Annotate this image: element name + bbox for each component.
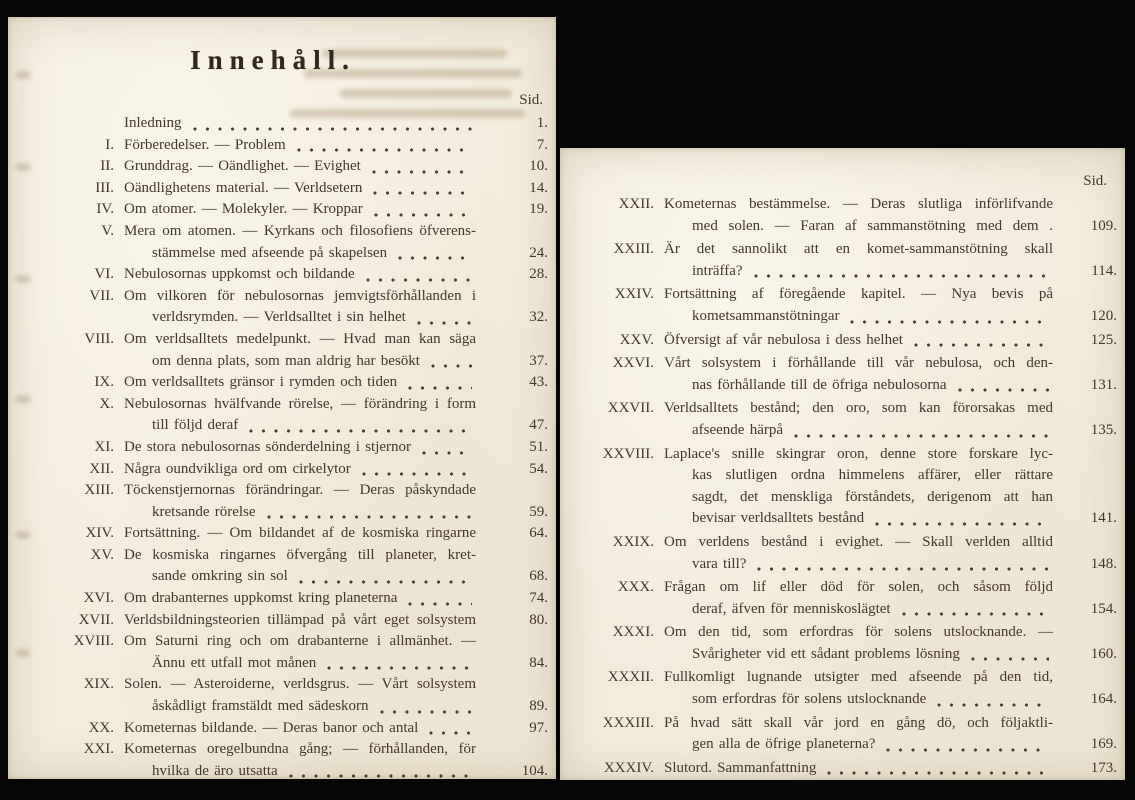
toc-entry xyxy=(584,532,1117,575)
toc-entry-text xyxy=(664,284,1053,327)
toc-entry-text xyxy=(124,286,476,329)
toc-entry-line: Förberedelser. — Problem xyxy=(124,136,286,153)
dot-leader xyxy=(360,459,472,481)
toc-list-right xyxy=(584,194,1117,779)
page-number: 160. xyxy=(1090,645,1117,662)
sid-column-header-right: Sid. xyxy=(1083,173,1107,189)
toc-entry-text xyxy=(664,444,1053,530)
toc-list-left xyxy=(22,113,548,782)
dot-leader xyxy=(371,178,472,200)
chapter-numeral: IX. xyxy=(94,374,114,391)
toc-entry-line: Solen. — Asteroiderne, verldsgrus. — Vårt solsystem xyxy=(124,676,476,693)
page-number: 109. xyxy=(1090,217,1117,234)
page-number: 74. xyxy=(529,590,548,607)
toc-entry-line: Fortsättning af föregående kapitel. — Nya bevis på xyxy=(664,286,1053,303)
toc-entry xyxy=(22,113,548,135)
toc-entry xyxy=(22,545,548,588)
page-number: 80. xyxy=(529,611,548,628)
toc-entry-text xyxy=(124,372,476,394)
chapter-numeral: XXXIV. xyxy=(603,759,654,776)
toc-entry xyxy=(22,329,548,372)
toc-entry-line: till följd deraf xyxy=(152,417,239,434)
dot-leader xyxy=(396,243,472,265)
dot-leader xyxy=(325,653,472,675)
page-number: 24. xyxy=(529,244,548,261)
toc-entry-text xyxy=(664,239,1053,282)
toc-entry xyxy=(584,622,1117,665)
dot-leader xyxy=(956,375,1049,397)
book-page-right xyxy=(560,148,1125,780)
page-number: 28. xyxy=(529,266,548,283)
chapter-numeral: XVIII. xyxy=(73,633,114,650)
dot-leader xyxy=(415,307,472,329)
page-number: 14. xyxy=(529,179,548,196)
toc-entry-line: Om atomer. — Molekyler. — Kroppar xyxy=(124,201,363,218)
toc-entry-line: Nebulosornas hvälfvande rörelse, — förändring i form xyxy=(124,395,476,412)
chapter-numeral: XXI. xyxy=(83,741,114,758)
toc-entry-text xyxy=(124,221,476,264)
chapter-numeral: V. xyxy=(101,222,114,239)
page-number: 135. xyxy=(1090,421,1117,438)
toc-entry xyxy=(584,667,1117,710)
dot-leader xyxy=(873,508,1049,530)
toc-entry xyxy=(22,372,548,394)
toc-entry xyxy=(584,577,1117,620)
toc-entry xyxy=(584,444,1117,530)
toc-entry-text xyxy=(124,545,476,588)
toc-entry-line: Svårigheter vid ett sådant problems lösning xyxy=(692,645,960,662)
toc-entry-line: Kometernas oregelbundna gång; — förhållanden, för xyxy=(124,741,476,758)
toc-entry-line: Mera om atomen. — Kyrkans och filosofiens öfverens- xyxy=(124,222,476,239)
toc-entry-line: hvilka de äro utsatta xyxy=(152,762,278,779)
chapter-numeral: XX. xyxy=(88,719,114,736)
toc-entry-line: vara till? xyxy=(692,555,747,572)
chapter-numeral: XIII. xyxy=(84,482,114,499)
dot-leader xyxy=(429,351,472,373)
toc-entry-line: som erfordras för solens utslocknande xyxy=(692,691,927,708)
toc-entry xyxy=(22,286,548,329)
chapter-numeral: XXX. xyxy=(617,579,654,596)
toc-entry-line: Frågan om lif eller död för solen, och såsom följd xyxy=(664,579,1053,596)
dot-leader xyxy=(295,135,472,157)
chapter-numeral: XXVII. xyxy=(607,400,654,417)
chapter-numeral: II. xyxy=(100,158,114,175)
toc-entry-text xyxy=(124,631,476,674)
page-number: 97. xyxy=(529,719,548,736)
toc-entry-line: sagdt, det menskliga förståndets, derigenom att han xyxy=(692,488,1053,505)
dot-leader xyxy=(848,306,1049,328)
toc-entry-line: gen alla de öfrige planeterna? xyxy=(692,736,876,753)
toc-entry xyxy=(22,480,548,523)
page-number: 148. xyxy=(1090,555,1117,572)
chapter-numeral: XI. xyxy=(94,438,114,455)
page-number: 169. xyxy=(1090,736,1117,753)
toc-entry-line: kas slutligen ordna himmelens affärer, eller rättare xyxy=(692,467,1053,484)
toc-entry xyxy=(584,284,1117,327)
chapter-numeral: XXXII. xyxy=(607,669,654,686)
dot-leader xyxy=(378,696,472,718)
toc-entry-line: Verldsalltets bestånd; den oro, som kan förorsakas med xyxy=(664,400,1053,417)
toc-entry-line: Om verldsalltets medelpunkt. — Hvad man kan säga xyxy=(124,330,476,347)
page-number: 89. xyxy=(529,698,548,715)
toc-entry-line: inträffa? xyxy=(692,262,743,279)
toc-entry-text xyxy=(124,739,476,782)
page-number: 19. xyxy=(529,201,548,218)
toc-entry xyxy=(22,523,548,545)
toc-entry-line: Fortsättning. — Om bildandet af de kosmiska ringarne xyxy=(124,525,476,542)
toc-entry xyxy=(22,221,548,264)
chapter-numeral xyxy=(22,113,114,135)
toc-entry xyxy=(22,135,548,157)
chapter-numeral: XXVI. xyxy=(612,355,654,372)
toc-entry-line: Inledning xyxy=(124,115,182,131)
toc-entry-text xyxy=(124,329,476,372)
toc-entry-text xyxy=(664,713,1053,756)
toc-entry-text xyxy=(664,622,1053,665)
chapter-numeral: XXXI. xyxy=(612,624,654,641)
chapter-numeral: XIV. xyxy=(85,525,114,542)
toc-entry-line: Kometernas bestämmelse. — Deras slutliga införlifvande xyxy=(664,196,1053,212)
toc-entry-text xyxy=(124,437,476,459)
toc-entry-line: De stora nebulosornas sönderdelning i stjernor xyxy=(124,438,412,455)
toc-entry-text xyxy=(124,459,476,481)
toc-entry-text xyxy=(124,394,476,437)
toc-entry-text xyxy=(124,610,476,632)
toc-entry-text xyxy=(124,178,476,200)
toc-entry-line: åskådligt framstäldt med sädeskorn xyxy=(152,698,369,715)
dot-leader xyxy=(969,644,1049,666)
toc-entry-text xyxy=(664,577,1053,620)
toc-entry-line: Vårt solsystem i förhållande till vår nebulosa, och den- xyxy=(664,355,1053,372)
dot-leader xyxy=(884,734,1049,756)
toc-entry-line: Verldsbildningsteorien tillämpad på vårt eget solsystem xyxy=(124,611,476,628)
page-number: 37. xyxy=(529,352,548,369)
toc-entry-text xyxy=(664,758,1053,780)
toc-entry-text xyxy=(124,264,476,286)
dot-leader xyxy=(370,156,472,178)
toc-entry-line: På hvad sätt skall vår jord en gång dö, och följaktli- xyxy=(664,714,1053,731)
page-number: 64. xyxy=(529,525,548,542)
dot-leader xyxy=(912,330,1049,352)
toc-entry-line: Nebulosornas uppkomst och bildande xyxy=(124,266,355,283)
toc-entry xyxy=(22,588,548,610)
toc-entry-line: om denna plats, som man aldrig har besökt xyxy=(152,352,420,369)
toc-entry xyxy=(584,713,1117,756)
page-number: 10. xyxy=(529,158,548,175)
page-number: 173. xyxy=(1090,759,1117,776)
toc-entry-text xyxy=(664,532,1053,575)
page-number: 141. xyxy=(1090,510,1117,527)
page-number: 164. xyxy=(1090,691,1117,708)
chapter-numeral: III. xyxy=(95,179,114,196)
dot-leader xyxy=(297,566,472,588)
toc-entry-text xyxy=(664,194,1053,237)
book-page-left xyxy=(8,17,556,779)
toc-entry xyxy=(584,194,1117,237)
toc-entry-line: kretsande rörelse xyxy=(152,503,256,520)
chapter-numeral: VIII. xyxy=(84,330,114,347)
chapter-numeral: VII. xyxy=(89,287,114,304)
toc-entry xyxy=(584,758,1117,780)
chapter-numeral: XXXIII. xyxy=(602,714,654,731)
dot-leader xyxy=(247,415,472,437)
chapter-numeral: X. xyxy=(99,395,114,412)
dot-leader xyxy=(191,113,473,135)
sid-column-header-left: Sid. xyxy=(519,92,543,108)
chapter-numeral: XVII. xyxy=(78,611,114,628)
chapter-numeral: I. xyxy=(105,136,114,153)
toc-entry-text xyxy=(664,330,1053,352)
page-number: 68. xyxy=(529,568,548,585)
toc-entry xyxy=(22,610,548,632)
dot-leader xyxy=(287,761,472,783)
chapter-numeral: XV. xyxy=(90,546,114,563)
dot-leader xyxy=(792,420,1049,442)
chapter-numeral: XXV. xyxy=(619,331,654,348)
toc-entry-line: Laplace's snille skingrar oron, denne store forskare lyc- xyxy=(664,445,1053,462)
toc-entry-line: Om drabanternes uppkomst kring planeterna xyxy=(124,590,398,607)
toc-entry-line: Om den tid, som erfordras för solens utslocknande. — xyxy=(664,624,1053,641)
page-number: 114. xyxy=(1091,262,1117,279)
dot-leader xyxy=(825,758,1049,780)
dot-leader xyxy=(406,588,472,610)
toc-entry-line: De kosmiska ringarnes öfvergång till planeter, kret- xyxy=(124,546,476,563)
toc-entry-line: deraf, äfven för menniskoslägtet xyxy=(692,600,891,617)
toc-entry-text xyxy=(124,135,476,157)
toc-entry xyxy=(22,178,548,200)
page-number: 54. xyxy=(529,460,548,477)
toc-entry-line: Grunddrag. — Oändlighet. — Evighet xyxy=(124,158,361,175)
toc-entry-line: verldsrymden. — Verldsalltet i sin helhet xyxy=(152,309,406,326)
page-number: 59. xyxy=(529,503,548,520)
dot-leader xyxy=(406,372,472,394)
chapter-numeral: VI. xyxy=(94,266,114,283)
toc-entry-line: Några oundvikliga ord om cirkelytor xyxy=(124,460,351,477)
toc-entry-text xyxy=(124,113,476,135)
dot-leader xyxy=(265,502,472,524)
chapter-numeral: XXIV. xyxy=(614,286,654,303)
chapter-numeral: XXVIII. xyxy=(602,445,654,462)
toc-entry xyxy=(22,264,548,286)
toc-entry-line: afseende härpå xyxy=(692,421,784,438)
toc-entry xyxy=(22,156,548,178)
toc-entry xyxy=(584,353,1117,396)
chapter-numeral: XVI. xyxy=(83,590,114,607)
toc-entry xyxy=(22,437,548,459)
toc-entry-line: Ännu ett utfall mot månen xyxy=(152,654,317,671)
toc-entry-line: nas förhållande till de öfriga nebulosorna xyxy=(692,376,947,393)
toc-entry xyxy=(22,739,548,782)
toc-entry-line: bevisar verldsalltets bestånd xyxy=(692,510,865,527)
page-number: 43. xyxy=(529,374,548,391)
toc-entry-line: med solen. — Faran af sammanstötning med dem . xyxy=(692,217,1053,234)
toc-entry xyxy=(584,330,1117,352)
toc-entry-line: Töckenstjernornas förändringar. — Deras påskyndade xyxy=(124,482,476,499)
page-number: 120. xyxy=(1090,307,1117,324)
dot-leader xyxy=(372,199,472,221)
chapter-numeral: XXII. xyxy=(618,196,654,212)
toc-entry-line: Oändlighetens material. — Verldsetern xyxy=(124,179,363,196)
toc-entry xyxy=(22,394,548,437)
toc-entry-text xyxy=(124,674,476,717)
dot-leader xyxy=(900,599,1049,621)
toc-entry-line: Slutord. Sammanfattning xyxy=(664,759,817,776)
page-number: 51. xyxy=(529,438,548,455)
page-number: 1. xyxy=(536,115,548,131)
page-number: 131. xyxy=(1090,376,1117,393)
chapter-numeral: XII. xyxy=(89,460,114,477)
dot-leader xyxy=(420,437,472,459)
toc-entry xyxy=(22,674,548,717)
toc-entry-text xyxy=(664,667,1053,710)
chapter-numeral: IV. xyxy=(96,201,114,218)
toc-entry-line: Är det sannolikt att en komet-sammanstötning skall xyxy=(664,241,1053,258)
toc-entry xyxy=(22,199,548,221)
page-number: 104. xyxy=(521,762,548,779)
dot-leader xyxy=(427,718,472,740)
toc-entry-line: Kometernas bildande. — Deras banor och antal xyxy=(124,719,419,736)
dot-leader xyxy=(755,554,1049,576)
page-number: 125. xyxy=(1090,331,1117,348)
chapter-numeral: XXIII. xyxy=(613,241,654,258)
toc-entry-line: sande omkring sin sol xyxy=(152,568,288,585)
toc-entry-text xyxy=(124,523,476,545)
dot-leader xyxy=(935,689,1049,711)
toc-entry xyxy=(22,459,548,481)
dot-leader xyxy=(364,264,472,286)
toc-entry-text xyxy=(124,156,476,178)
chapter-numeral: XIX. xyxy=(83,676,114,693)
toc-entry-text xyxy=(664,353,1053,396)
toc-entry-line: Om verldsalltets gränsor i rymden och tiden xyxy=(124,374,398,391)
toc-entry-text xyxy=(124,588,476,610)
toc-entry-text xyxy=(124,199,476,221)
toc-entry-text xyxy=(124,480,476,523)
chapter-numeral: XXIX. xyxy=(612,533,654,550)
toc-entry-line: stämmelse med afseende på skapelsen xyxy=(152,244,388,261)
page-number: 47. xyxy=(529,417,548,434)
page-number: 84. xyxy=(529,654,548,671)
toc-entry-line: Om Saturni ring och om drabanterne i allmänhet. — xyxy=(124,633,476,650)
toc-entry-line: Om verldens bestånd i evighet. — Skall verlden alltid xyxy=(664,533,1053,550)
page-title: Innehåll. xyxy=(190,45,356,75)
toc-entry-text xyxy=(664,398,1053,441)
toc-entry-line: Om vilkoren för nebulosornas jemvigtsförhållanden i xyxy=(124,287,476,304)
toc-entry xyxy=(584,398,1117,441)
toc-entry-text xyxy=(124,718,476,740)
toc-entry-line: Öfversigt af vår nebulosa i dess helhet xyxy=(664,331,903,348)
toc-entry-line: kometsammanstötningar xyxy=(692,307,840,324)
toc-entry-line: Fullkomligt lugnande utsigter med afseende på den tid, xyxy=(664,669,1053,686)
page-number: 32. xyxy=(529,309,548,326)
toc-entry xyxy=(22,631,548,674)
dot-leader xyxy=(752,261,1049,283)
page-number: 7. xyxy=(536,136,548,153)
page-number: 154. xyxy=(1090,600,1117,617)
toc-entry xyxy=(22,718,548,740)
toc-entry xyxy=(584,239,1117,282)
